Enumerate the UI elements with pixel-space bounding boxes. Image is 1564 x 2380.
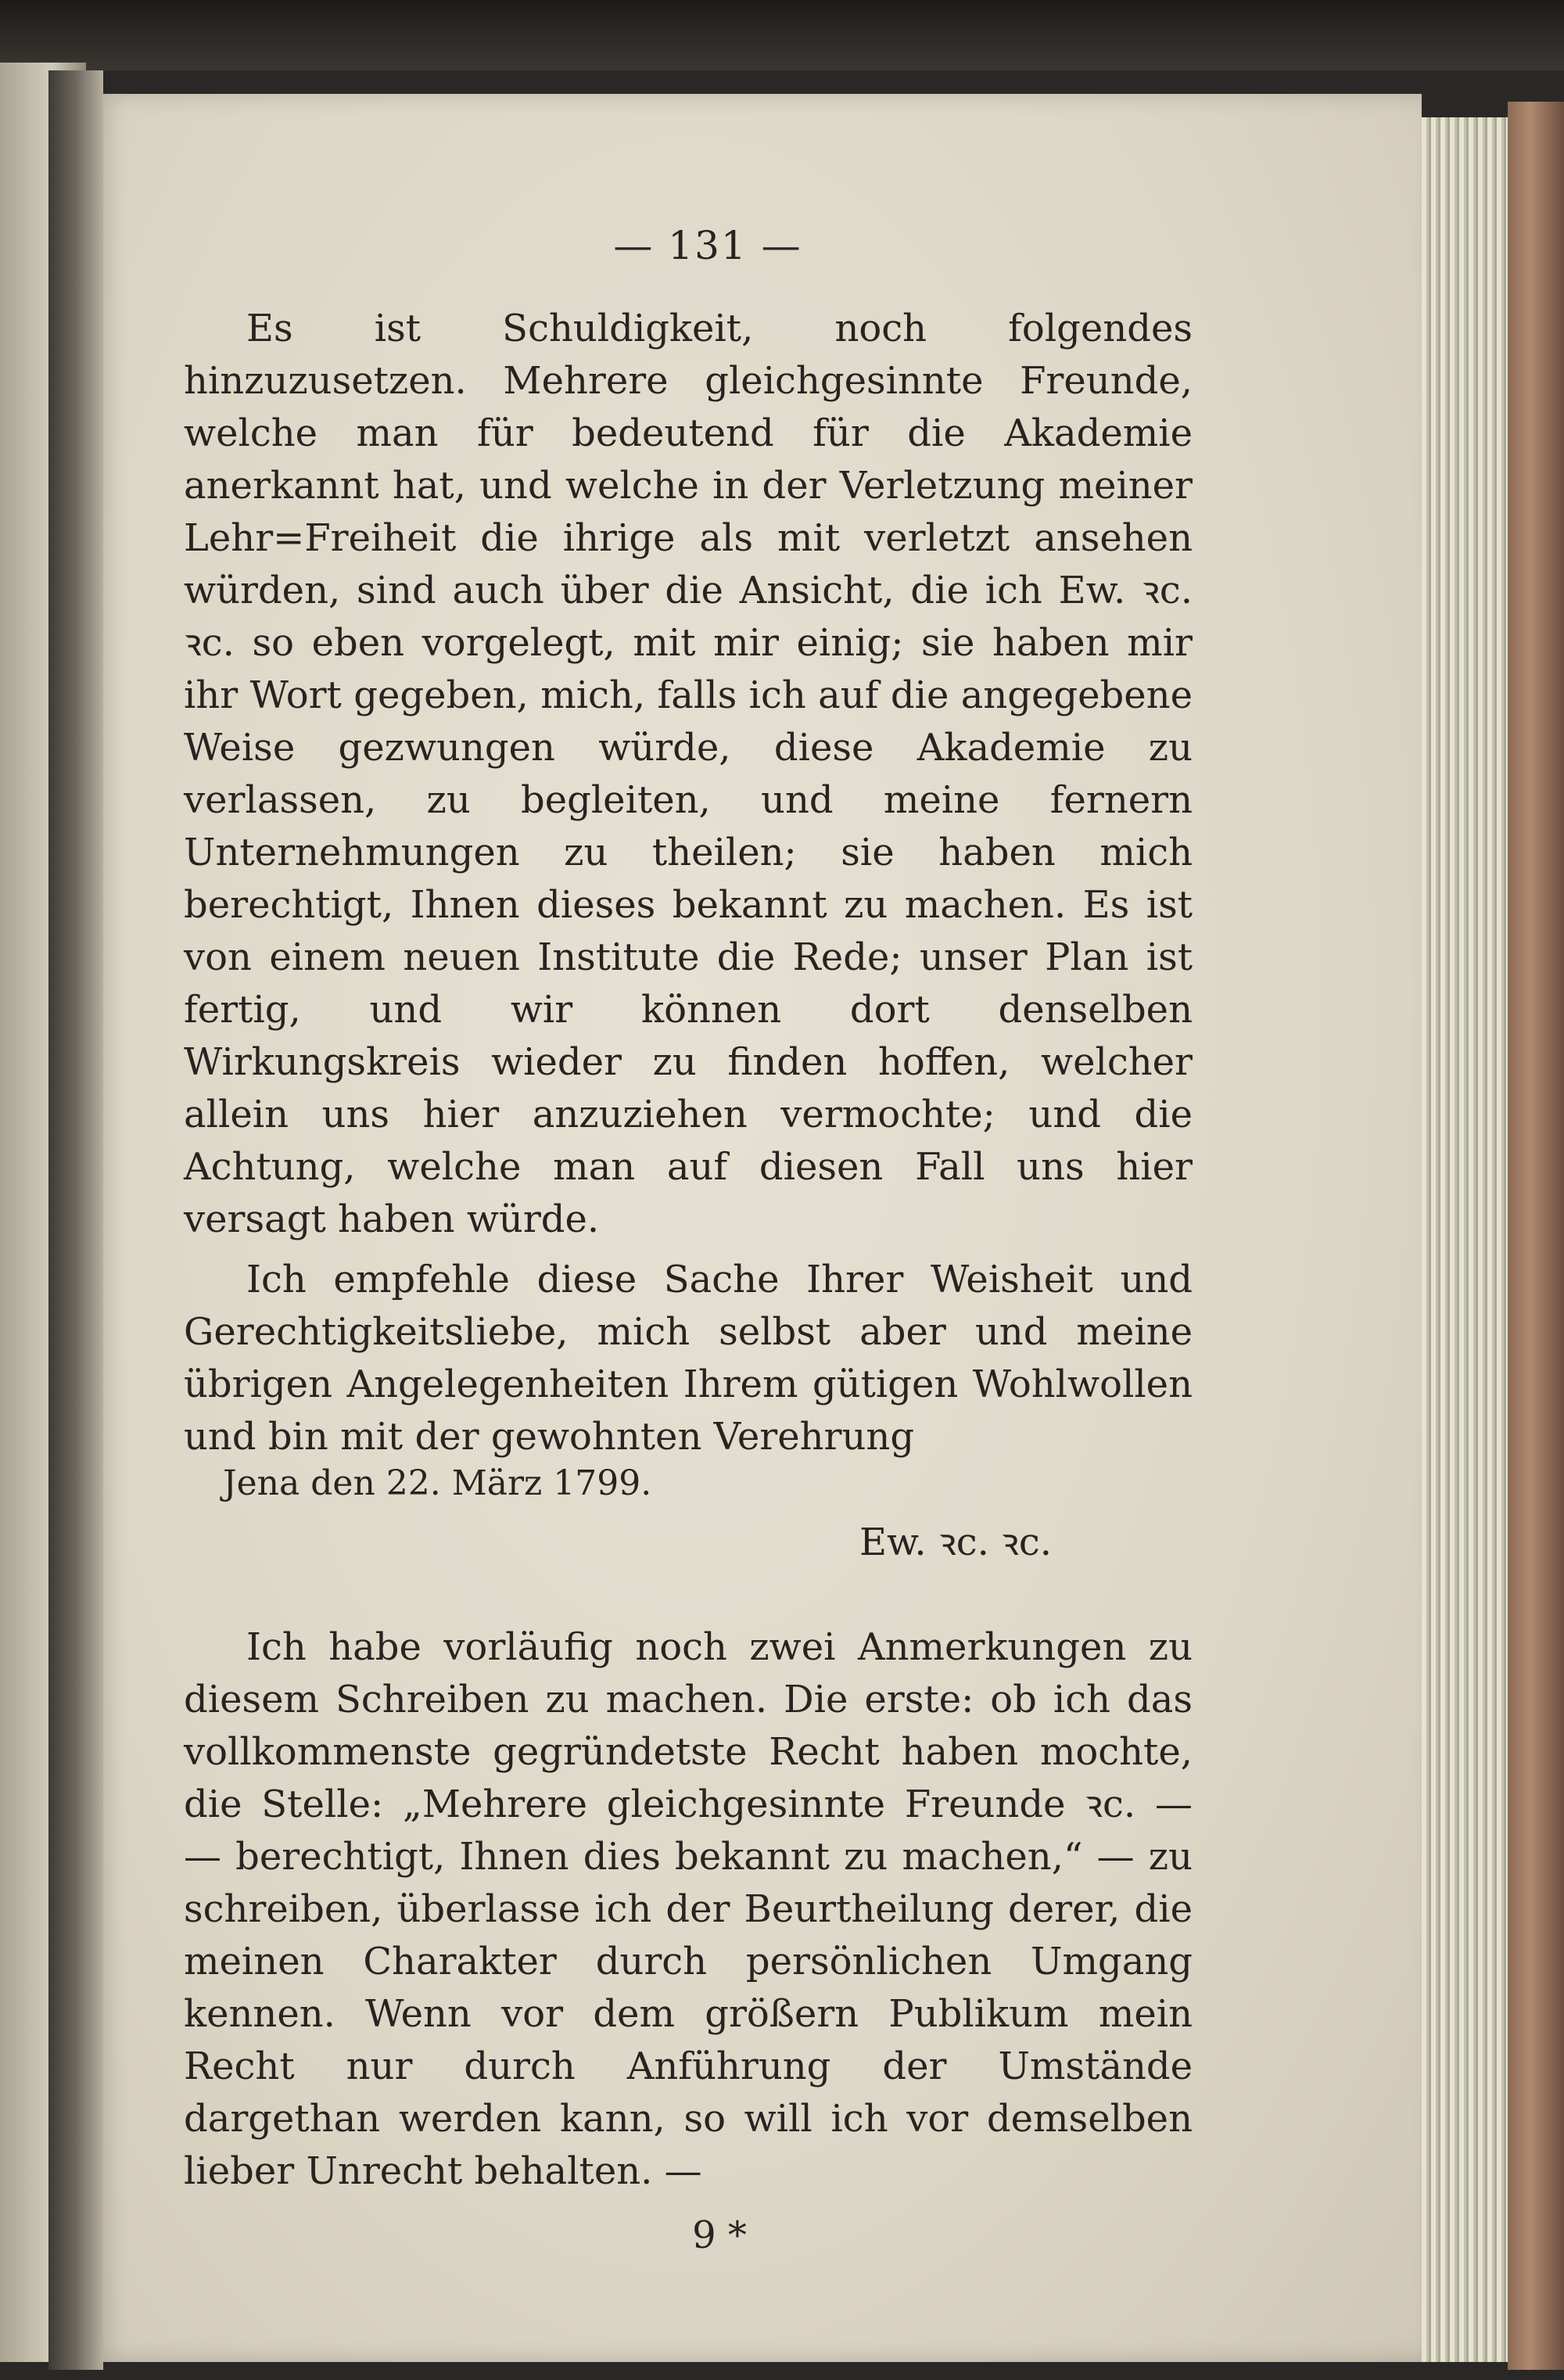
paragraph-2: Ich empfehle diese Sache Ihrer Weisheit und Gerechtigkeitsliebe, mich selbst aber und meine übrigen Angelegenheiten Ihrem gütigen Wohlwollen und bin mit der gewohnten Verehrung xyxy=(184,1258,1193,1459)
paragraph-3: Ich habe vorläufig noch zwei Anmerkungen zu diesem Schreiben zu machen. Die erste: ob ich das vollkommenste gegründetste Recht haben mochte, die Stelle: „Mehrere gleichgesinnte Freunde ꝛc. — — berechtigt, Ihnen dies bekannt zu machen,“ — zu schreiben, überlasse ich der Beurtheilung derer, die meinen Charakter durch persönlichen Umgang kennen. Wenn vor dem größern Publikum mein Recht nur durch Anführung der Umstände dargethan werden kann, so will ich vor demselben lieber Unrecht behalten. — xyxy=(184,1625,1193,2193)
page-fore-edge xyxy=(1422,117,1508,2362)
page-content xyxy=(184,223,1193,2257)
book-cover-edge xyxy=(1508,102,1564,2370)
place-date: Jena den 22. März 1799. xyxy=(223,1463,652,1503)
book-gutter xyxy=(48,70,103,2370)
page-number-header: — 131 — xyxy=(613,223,802,268)
printer-signature-mark: 9 * xyxy=(692,2213,747,2257)
section-gap xyxy=(184,1567,1193,1621)
paragraph-1: Es ist Schuldigkeit, noch folgendes hinzuzusetzen. Mehrere gleichgesinnte Freunde, welche man für bedeutend für die Akademie anerkannt hat, und welche in der Verletzung meiner Lehr=Freiheit die ihrige als mit verletzt ansehen würden, sind auch über die Ansicht, die ich Ew. ꝛc. ꝛc. so eben vorgelegt, mit mir einig; sie haben mir ihr Wort gegeben, mich, falls ich auf die angegebene Weise gezwungen würde, diese Akademie zu verlassen, zu begleiten, und meine fernern Unternehmungen zu theilen; sie haben mich berechtigt, Ihnen dieses bekannt zu machen. Es ist von einem neuen Institute die Rede; unser Plan ist fertig, und wir können dort denselben Wirkungskreis wieder zu finden hoffen, welcher allein uns hier anzuziehen vermochte; und die Achtung, welche man auf diesen Fall uns hier versagt haben würde. xyxy=(184,307,1193,1241)
book-background-top xyxy=(0,0,1564,70)
closing-signature: Ew. ꝛc. ꝛc. xyxy=(859,1520,1052,1564)
